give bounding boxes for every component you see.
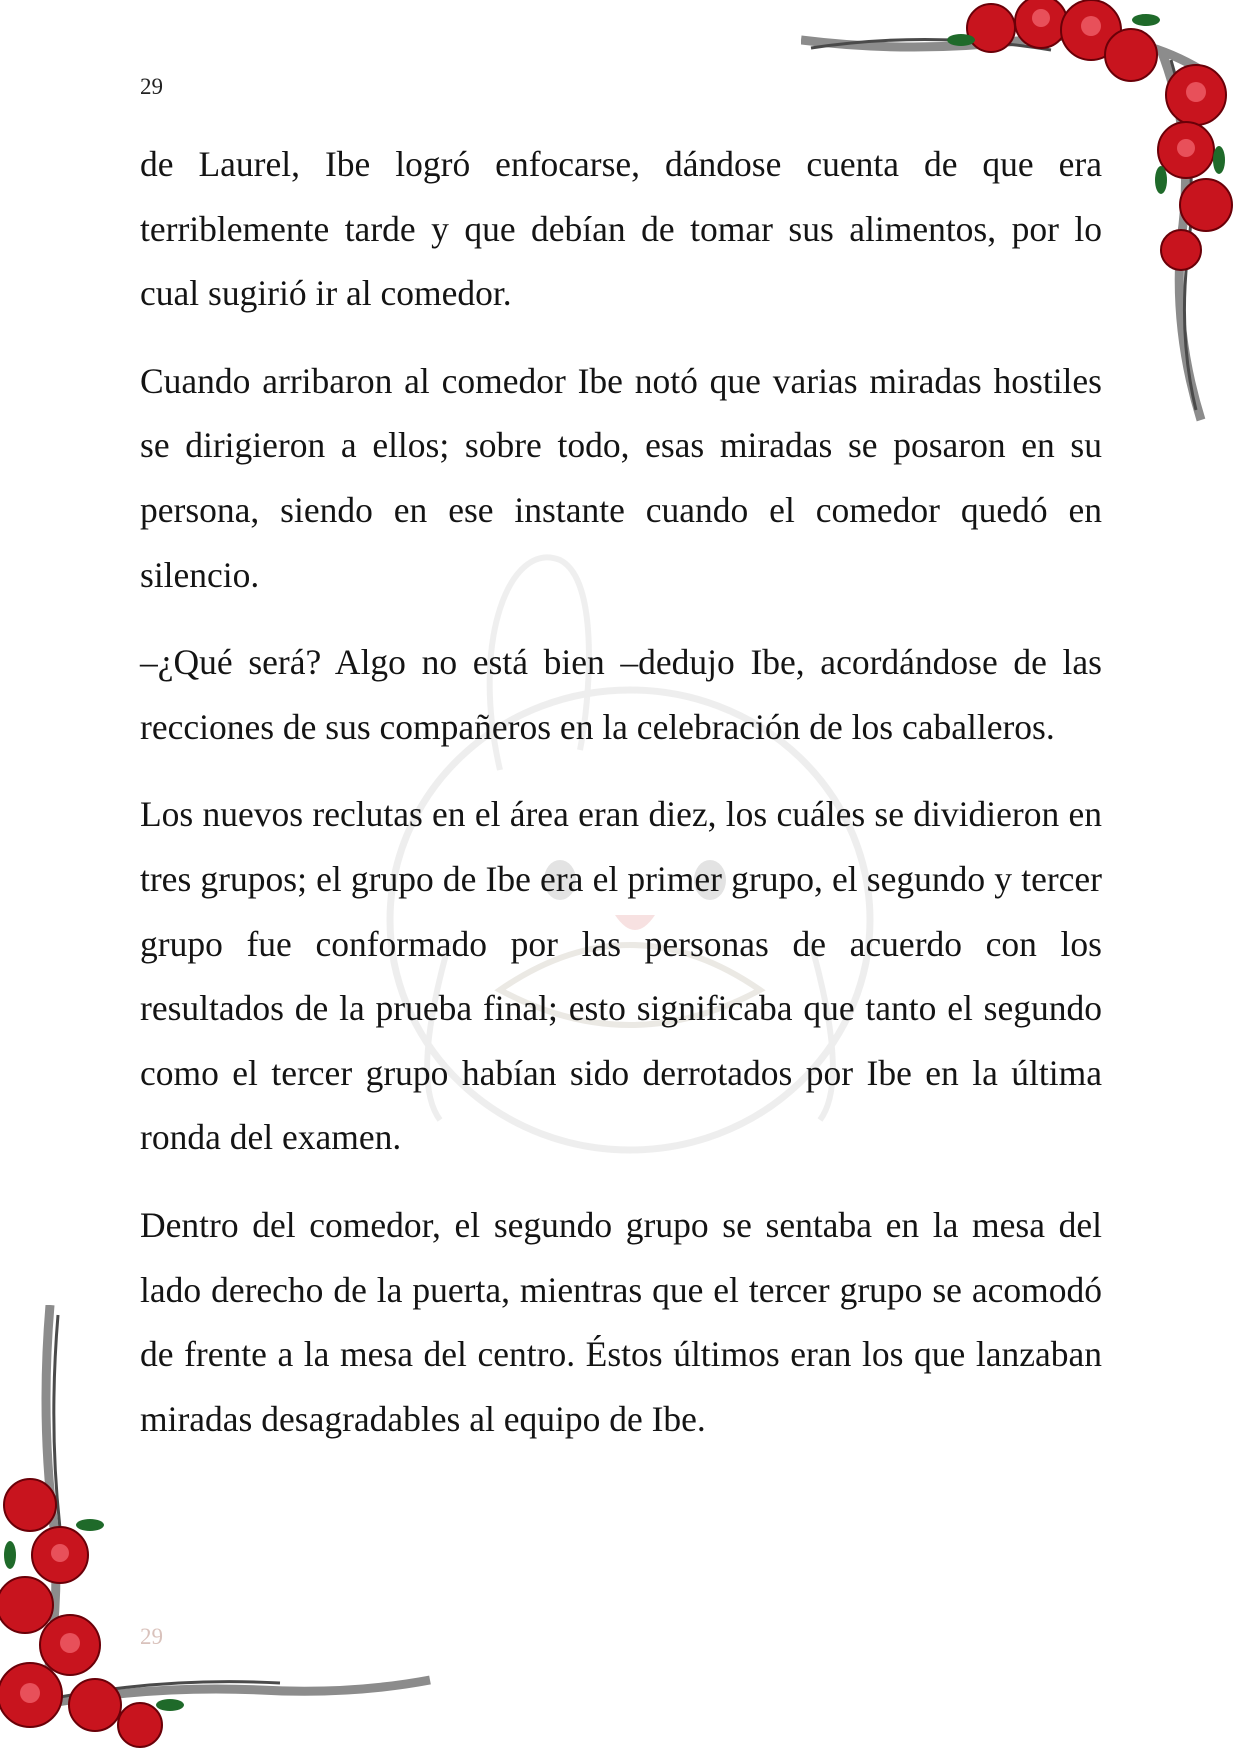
page-number: 29	[140, 74, 163, 99]
paragraph: –¿Qué será? Algo no está bien –dedujo Ibe, acordándose de las recciones de sus compañeros en la celebración de los caballeros.	[140, 642, 1102, 747]
page-number-faint: 29	[140, 1624, 163, 1649]
paragraph: Cuando arribaron al comedor Ibe notó que varias miradas hostiles se dirigieron a ellos; sobre todo, esas miradas se posaron en su persona, siendo en ese instante cuando el comedor quedó en silencio.	[140, 360, 1102, 595]
paragraph: de Laurel, Ibe logró enfocarse, dándose cuenta de que era terriblemente tarde y que debían de tomar sus alimentos, por lo cual sugirió ir al comedor.	[140, 144, 1102, 314]
paragraph: Los nuevos reclutas en el área eran diez, los cuáles se dividieron en tres grupos; el grupo de Ibe era el primer grupo, el segundo y tercer grupo fue conformado por las personas de acuerdo con los resultados de la prueba final; esto significaba que tanto el segundo como el tercer grupo habían sido derrotados por Ibe en la última ronda del examen.	[140, 794, 1102, 1158]
body-text	[140, 132, 1102, 1474]
paragraph: Dentro del comedor, el segundo grupo se sentaba en la mesa del lado derecho de la puerta, mientras que el tercer grupo se acomodó de frente a la mesa del centro. Éstos últimos eran los que lanzaban miradas desagradables al equipo de Ibe.	[140, 1204, 1102, 1439]
